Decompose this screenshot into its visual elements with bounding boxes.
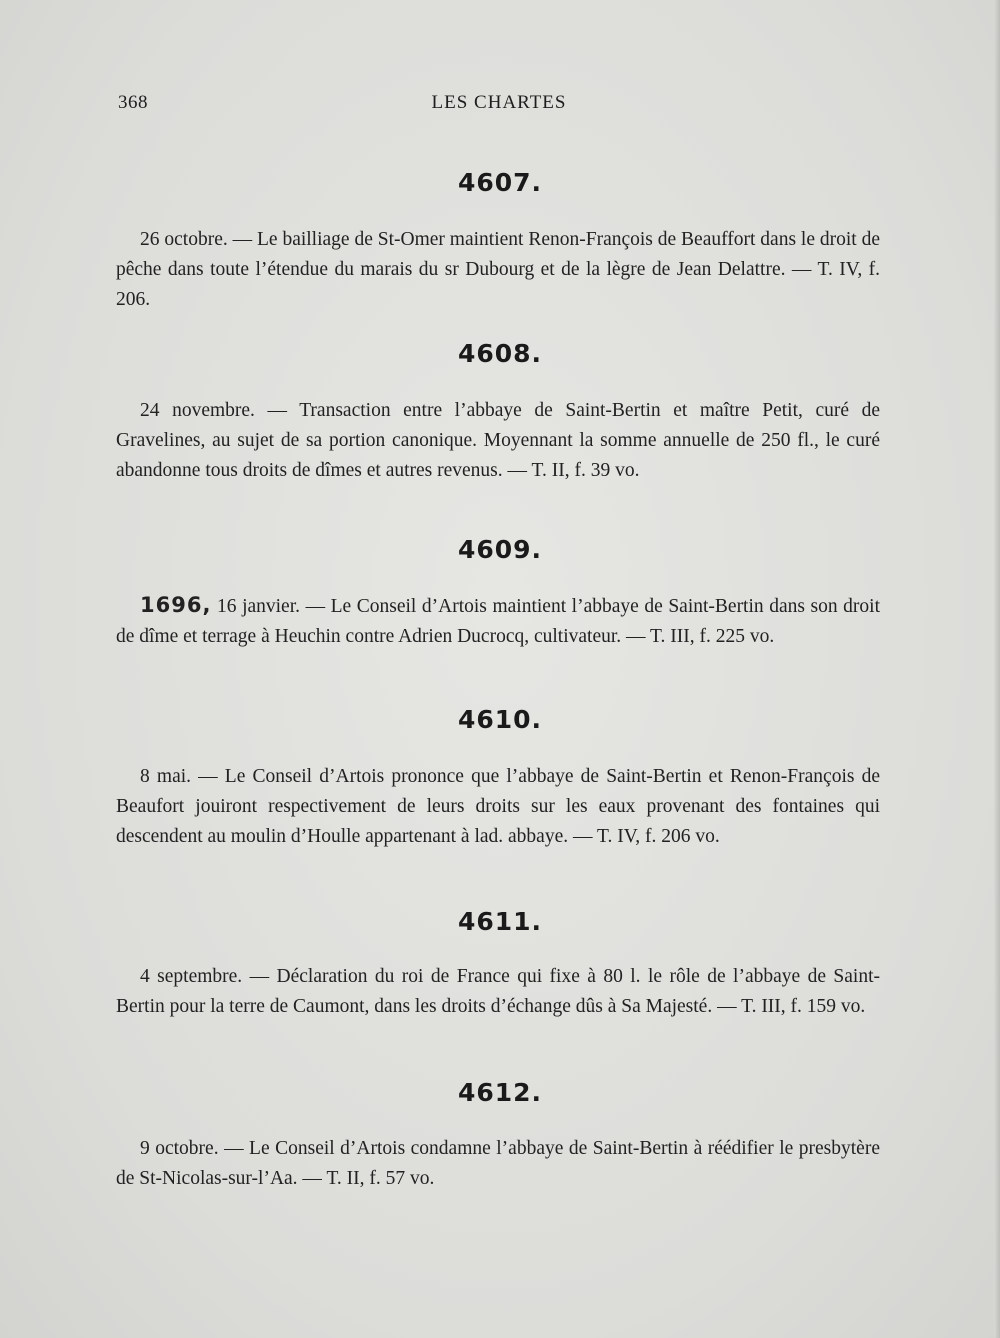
entry-number-4611: 4611. (457, 907, 543, 936)
entry-text-4607: 26 octobre. — Le bailliage de St-Omer maintient Renon-François de Beauffort dans le droit de pêche dans toute l’étendue du marais du sr Dubourg et de la lègre de Jean Delattre. — T. IV, f. 206. (116, 229, 880, 310)
entry-number-4612: 4612. (457, 1078, 543, 1107)
entry-number-4607: 4607. (457, 168, 543, 197)
page-header (118, 92, 880, 122)
entry-text-4610: 8 mai. — Le Conseil d’Artois prononce que l’abbaye de Saint-Bertin et Renon-François de Beaufort jouiront respectivement de leurs droits sur les eaux provenant des fontaines qui descendent au moulin d’Houlle appartenant à lad. abbaye. — T. IV, f. 206 vo. (116, 766, 880, 847)
entry-number-4609: 4609. (457, 535, 543, 564)
entry-year: 1696, (140, 593, 212, 617)
entry-text-4612: 9 octobre. — Le Conseil d’Artois condamne l’abbaye de Saint-Bertin à réédifier le presbytère de St-Nicolas-sur-l’Aa. — T. II, f. 57 vo. (116, 1138, 880, 1189)
entry-text-4608: 24 novembre. — Transaction entre l’abbaye de Saint-Bertin et maître Petit, curé de Gravelines, au sujet de sa portion canonique. Moyennant la somme annuelle de 250 fl., le curé abandonne tous droits de dîmes et autres revenus. — T. II, f. 39 vo. (116, 400, 880, 481)
page-edge-shadow (994, 0, 1000, 1338)
page-number: 368 (118, 92, 148, 113)
running-title: LES CHARTES (431, 92, 567, 113)
entry-text-4609 (116, 590, 880, 652)
entry-text-4611: 4 septembre. — Déclaration du roi de France qui fixe à 80 l. le rôle de l’abbaye de Saint-Bertin pour la terre de Caumont, dans les droits d’échange dûs à Sa Majesté. — T. III, f. 159 vo. (116, 966, 880, 1017)
entry-number-4608: 4608. (457, 339, 543, 368)
entry-body: 16 janvier. — Le Conseil d’Artois maintient l’abbaye de Saint-Bertin dans son droit de dîme et terrage à Heuchin contre Adrien Ducrocq, cultivateur. — T. III, f. 225 vo. (116, 596, 880, 647)
entry-number-4610: 4610. (457, 705, 543, 734)
